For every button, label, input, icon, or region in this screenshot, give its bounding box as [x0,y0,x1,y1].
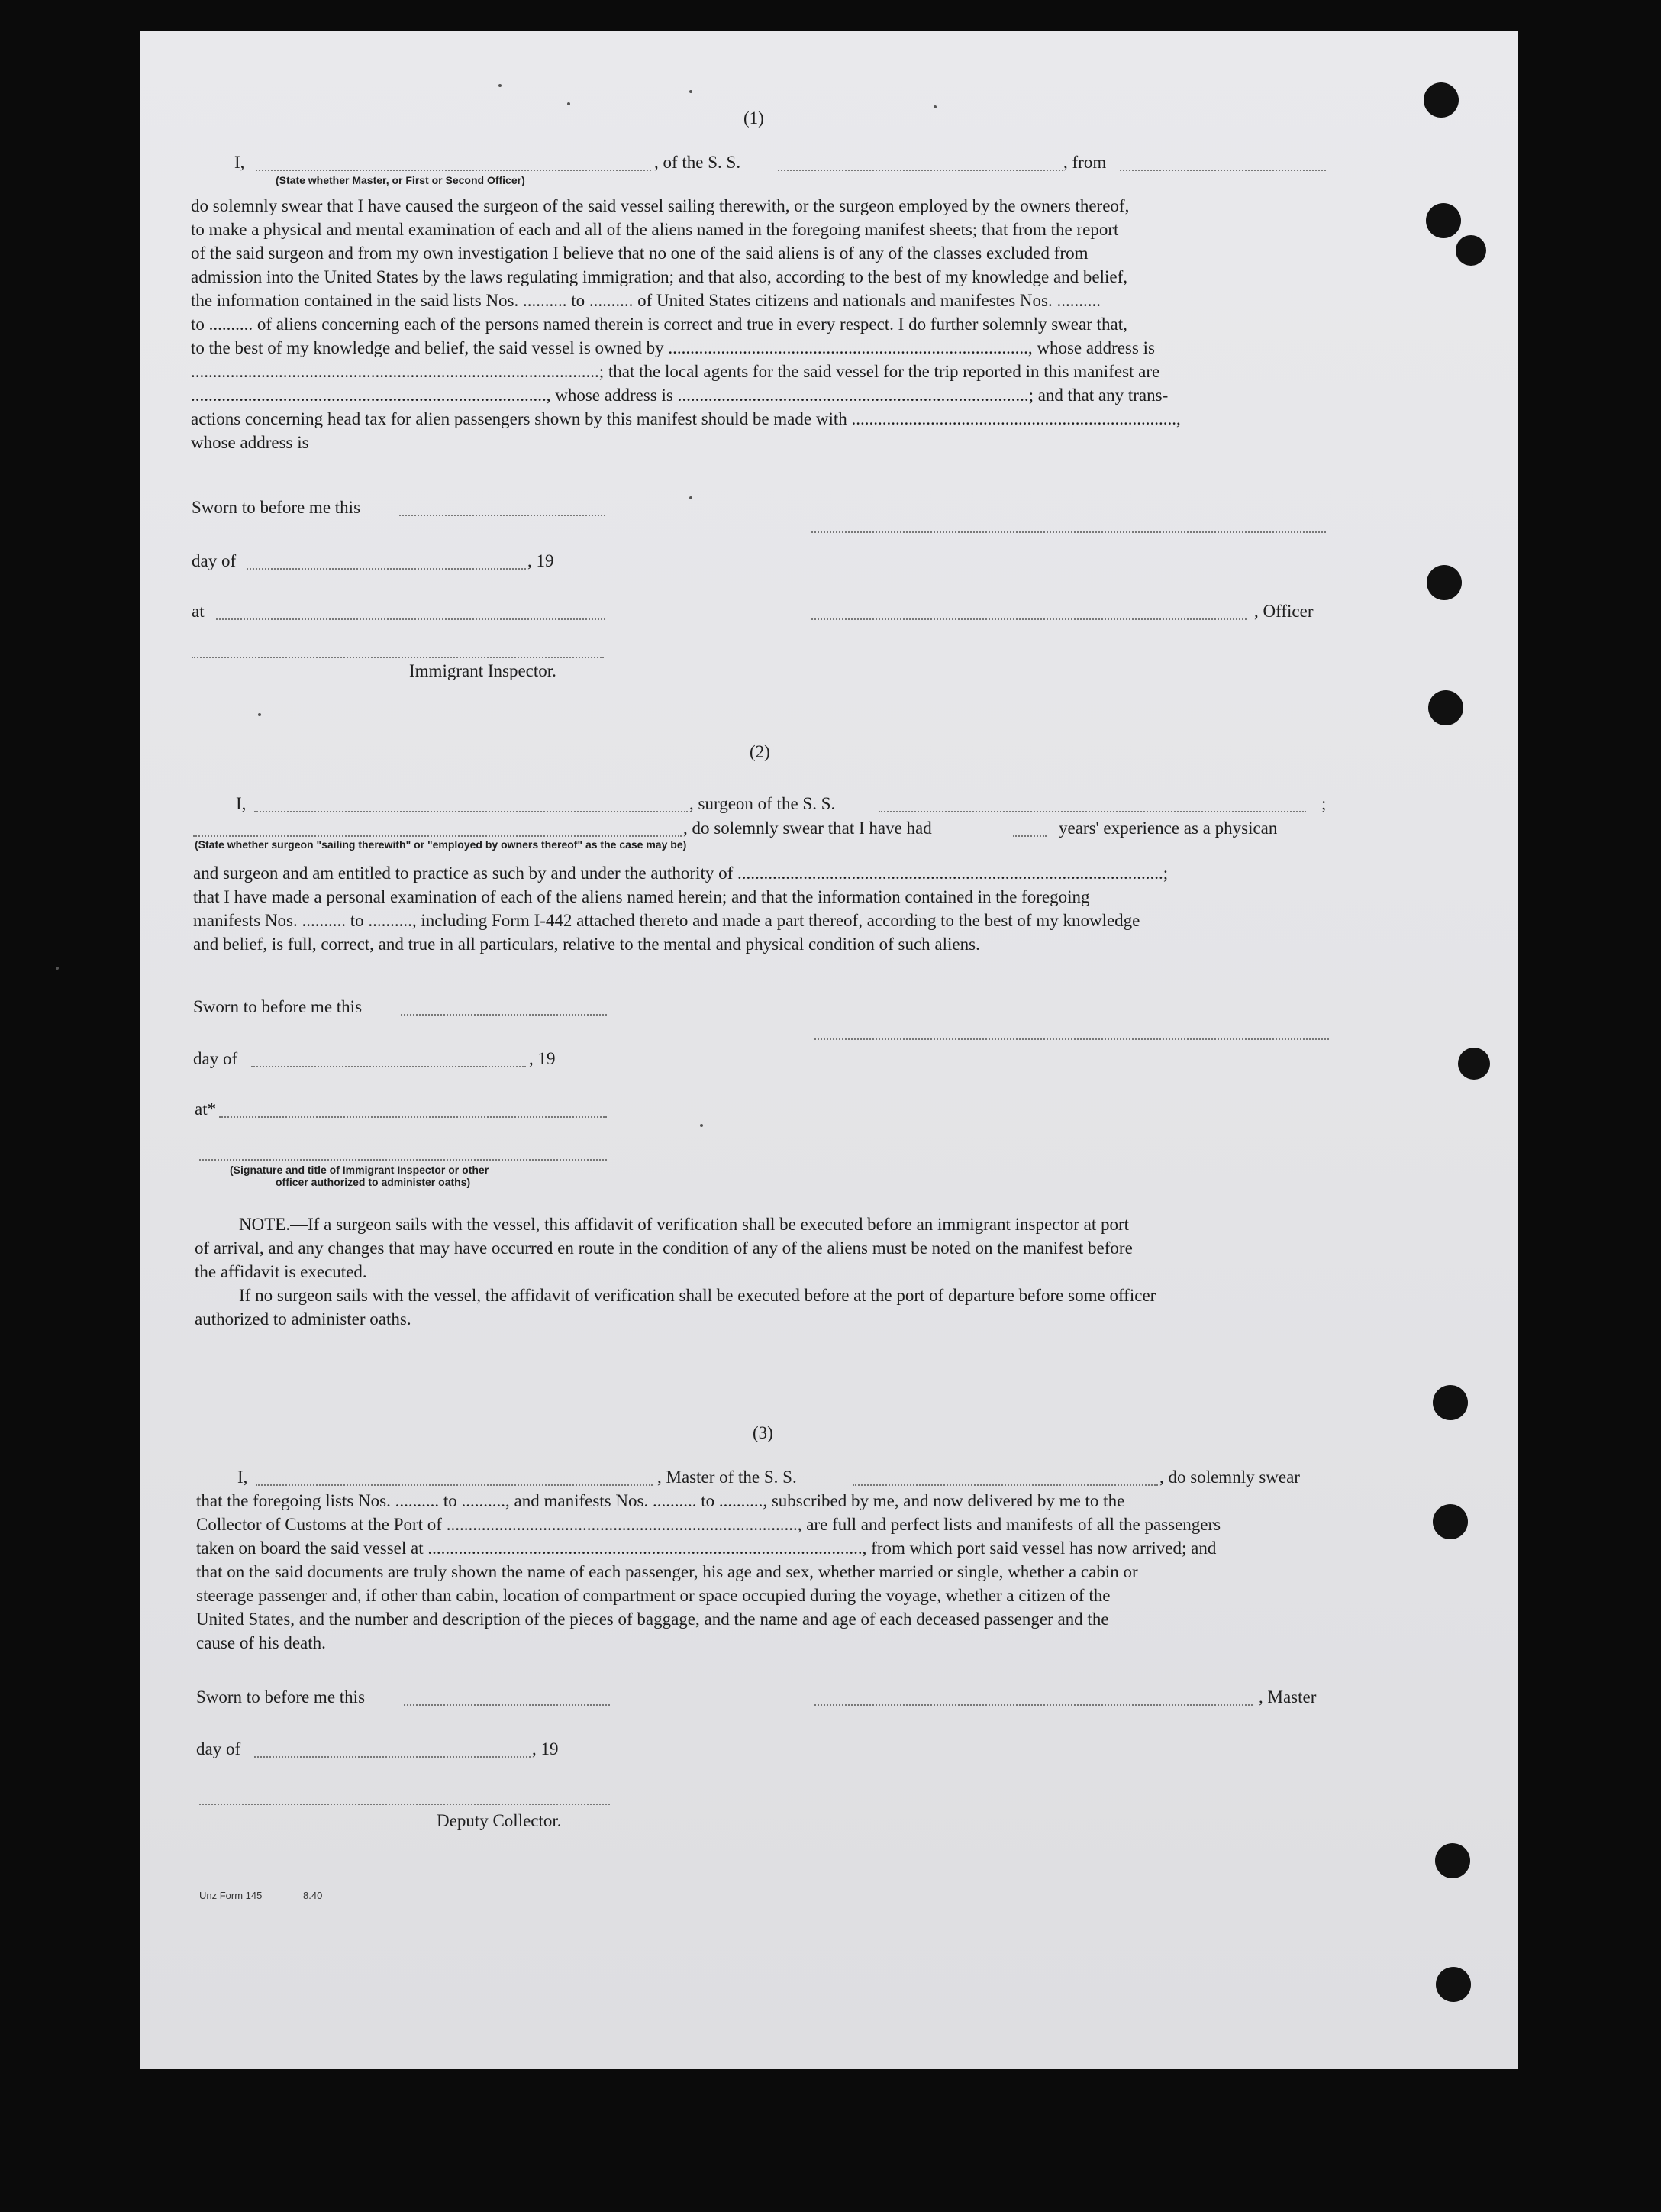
s3-sworn: Sworn to before me this [196,1687,366,1707]
s1-i: I, [234,153,245,172]
blank-line [192,657,604,658]
form-number: Unz Form 145 [199,1890,263,1901]
s2-body-line: and belief, is full, correct, and true in all particulars, relative to the mental and physical condition of such aliens. [193,935,980,954]
section-3-number: (3) [753,1423,773,1442]
s2-at: at* [195,1100,217,1119]
s1-body-line: admission into the United States by the laws regulating immigration; and that also, according to the best of my knowledge and belief, [191,267,1128,286]
s1-body-line: do solemnly swear that I have caused the surgeon of the said vessel sailing therewith, or the surgeon employed by the owners thereof, [191,196,1130,215]
s2-body [193,861,1430,956]
s1-body-line: of the said surgeon and from my own investigation I believe that no one of the said aliens is of any of the classes excluded from [191,244,1089,263]
speck [498,84,502,87]
speck [700,1124,703,1127]
s1-body-line: ................................................................................., whose address is ................................................................................; and that any trans- [191,386,1169,405]
speck [689,90,692,93]
s2-note-line: the affidavit is executed. [195,1262,367,1281]
binder-hole [1433,1504,1468,1539]
s3-body-line: Collector of Customs at the Port of ................................................................................, are full and perfect lists and manifests of all the passengers [196,1515,1221,1534]
s3-i: I, [237,1468,248,1487]
s2-semicolon: ; [1321,794,1327,813]
blank-line [254,1756,531,1758]
binder-hole [1427,565,1462,600]
binder-hole [1433,1385,1468,1420]
blank-line [199,1159,607,1161]
s2-note [195,1213,1431,1331]
s2-years: years' experience as a physican [1059,819,1278,838]
speck [567,102,570,105]
s3-body-line: cause of his death. [196,1633,326,1652]
blank-line [251,1066,526,1067]
s2-note-line: of arrival, and any changes that may have occurred en route in the condition of any of the aliens must be noted on the manifest before [195,1238,1133,1258]
s1-body-line: the information contained in the said lists Nos. .......... to .......... of United States citizens and nationals and manifestes Nos. .......... [191,291,1101,310]
blank-line [853,1484,1158,1486]
blank-line [404,1704,610,1706]
s2-note-line: authorized to administer oaths. [195,1309,411,1329]
speck [934,105,937,108]
s2-i: I, [236,794,247,813]
s1-body-line: .............................................................................................; that the local agents for the said vessel for the trip reported in this manifest are [191,362,1160,381]
s1-body [191,194,1427,454]
s2-swear: , do solemnly swear that I have had [683,819,932,838]
signature-line [811,618,1247,620]
s1-body-line: actions concerning head tax for alien passengers shown by this manifest should be made with .........................................................................., [191,409,1181,428]
blank-line [399,515,605,516]
s2-surgeon: , surgeon of the S. S. [689,794,836,813]
blank-line [256,170,651,171]
blank-line [254,811,688,812]
s3-body-line: that on the said documents are truly shown the name of each passenger, his age and sex, whether married or single, whether a cabin or [196,1562,1138,1581]
section-2-number: (2) [750,742,770,761]
s3-master-sign: , Master [1259,1687,1317,1707]
s3-master: , Master of the S. S. [657,1468,797,1487]
blank-line [199,1804,610,1805]
s1-body-line: whose address is [191,433,309,452]
s2-state-note: (State whether surgeon "sailing therewith" or "employed by owners thereof" as the case may be) [195,838,687,851]
blank-line [401,1014,607,1016]
s2-body-line: manifests Nos. .......... to .........., including Form I-442 attached thereto and made a part thereof, according to the best of my knowledge [193,911,1140,930]
s1-state-note: (State whether Master, or First or Second Officer) [276,174,525,186]
s1-body-line: to make a physical and mental examination of each and all of the aliens named in the foregoing manifest sheets; that from the report [191,220,1119,239]
s2-day-of: day of [193,1049,238,1068]
blank-line [778,170,1063,171]
s3-swear: , do solemnly swear [1159,1468,1300,1487]
s1-body-line: to the best of my knowledge and belief, the said vessel is owned by .................................................................................., whose address is [191,338,1155,357]
blank-line [247,568,526,570]
blank-line [1013,835,1047,837]
s3-day-of: day of [196,1739,241,1758]
s2-note-line: If no surgeon sails with the vessel, the affidavit of verification shall be executed before at the port of departure before some officer [239,1286,1156,1305]
s1-body-line: to .......... of aliens concerning each of the persons named therein is correct and true in every respect. I do further solemnly swear that, [191,315,1127,334]
s2-sig-note-1: (Signature and title of Immigrant Inspector or other [230,1164,489,1176]
s2-note-line: NOTE.—If a surgeon sails with the vessel, this affidavit of verification shall be executed before an immigrant inspector at port [239,1215,1130,1234]
binder-hole [1435,1843,1470,1878]
speck [56,967,59,970]
signature-line [814,1038,1329,1040]
blank-line [193,835,682,837]
s1-year: , 19 [527,551,554,570]
form-code: 8.40 [303,1890,323,1901]
signature-line [811,531,1326,533]
section-1-number: (1) [743,108,764,128]
s1-sworn: Sworn to before me this [192,498,361,517]
s1-inspector: Immigrant Inspector. [409,661,556,680]
binder-hole [1428,690,1463,725]
s3-body-line: steerage passenger and, if other than cabin, location of compartment or space occupied during the voyage, whether a citizen of the [196,1586,1111,1605]
speck [689,496,692,499]
blank-line [219,1116,607,1118]
blank-line [216,618,605,620]
signature-line [814,1704,1253,1706]
binder-hole [1424,82,1459,118]
blank-line [1120,170,1326,171]
s1-officer: , Officer [1254,602,1314,621]
binder-hole [1436,1967,1471,2002]
s2-year: , 19 [529,1049,556,1068]
s3-collector: Deputy Collector. [437,1811,562,1830]
s3-body-line: that the foregoing lists Nos. .......... to .........., and manifests Nos. .......... to .........., subscribed by me, and now delivered by me to the [196,1491,1125,1510]
manifest-page [140,31,1518,2069]
blank-line [879,811,1306,812]
blank-line [256,1484,653,1486]
s2-sworn: Sworn to before me this [193,997,363,1016]
binder-hole [1458,1048,1490,1080]
binder-hole [1426,203,1461,238]
s2-body-line: and surgeon and am entitled to practice as such by and under the authority of .................................................................................................; [193,864,1169,883]
s2-body-line: that I have made a personal examination of each of the aliens named herein; and that the information contained in the foregoing [193,887,1090,906]
s1-from: , from [1063,153,1107,172]
binder-hole [1456,235,1486,266]
speck [258,713,261,716]
s3-body-line: taken on board the said vessel at ..................................................................................................., from which port said vessel has now arrived; and [196,1539,1217,1558]
s2-sig-note-2: officer authorized to administer oaths) [276,1176,471,1188]
s1-at: at [192,602,205,621]
s3-year: , 19 [532,1739,559,1758]
s1-day-of: day of [192,551,237,570]
s1-of-ss: , of the S. S. [654,153,741,172]
s3-body-line: United States, and the number and description of the pieces of baggage, and the name and age of each deceased passenger and the [196,1610,1109,1629]
s3-body [196,1489,1433,1655]
